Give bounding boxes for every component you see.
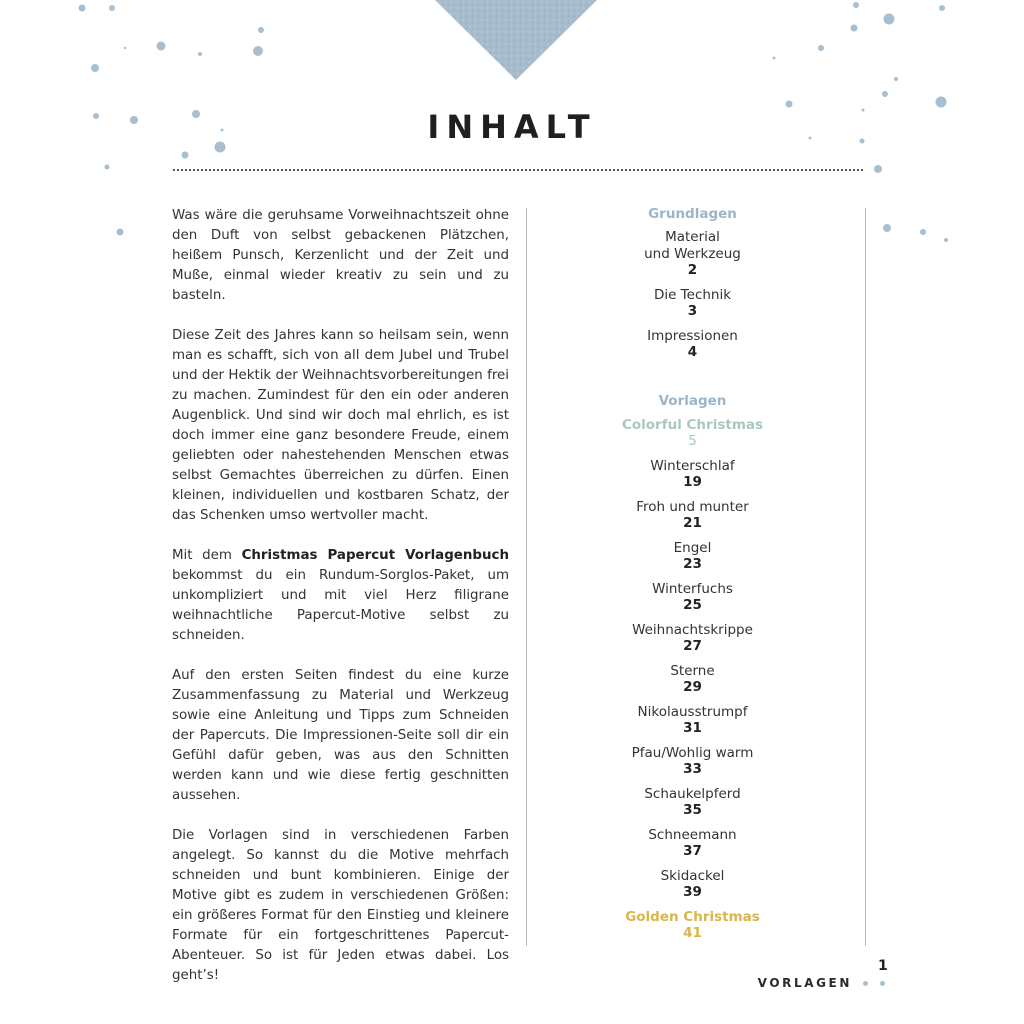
column-divider-left (526, 208, 527, 946)
toc-page-number: 5 (688, 433, 697, 449)
toc-entry (540, 287, 845, 320)
toc-entry (540, 499, 845, 532)
page-number: 1 (878, 958, 888, 974)
intro-paragraph (172, 326, 509, 526)
toc-page-number: 3 (687, 303, 698, 319)
toc-entry (540, 786, 845, 819)
toc-page-number: 31 (683, 720, 702, 736)
intro-paragraph (172, 826, 509, 986)
toc-entry-title: Pfau/Wohlig warm (631, 744, 754, 761)
footer-dot (880, 981, 885, 986)
column-divider-right (865, 208, 866, 946)
paragraph-text: Was wäre die geruhsame Vorweihnachtszeit ohne den Duft von selbst gebackenen Plätzchen, heißem Punsch, Kerzenlicht und der Zeit und Muße, einmal wieder kreativ zu sein und zu basteln. (172, 208, 509, 303)
toc-entry-title: Schaukelpferd (644, 785, 741, 802)
toc-page-number: 2 (687, 262, 698, 278)
paragraph-text: Mit dem (172, 548, 242, 563)
toc-entry-title: Nikolausstrumpf (637, 703, 748, 720)
toc-entry (540, 458, 845, 491)
toc-page-number: 19 (683, 474, 702, 490)
footer-dot (863, 981, 868, 986)
intro-paragraph (172, 666, 509, 806)
toc-entry (540, 622, 845, 655)
toc-page-number: 21 (683, 515, 702, 531)
paragraph-text: Auf den ersten Seiten findest du eine kurze Zusammenfassung zu Material und Werkzeug sowie eine Anleitung und Tipps zum Schneiden der Papercuts. Die Impressionen-Seite soll dir ein Gefühl dafür geben, was aus den Schnitten werden kann und wie diese fertig geschnitten aussehen. (172, 668, 509, 803)
toc-entry (540, 328, 845, 361)
toc-entry-title: Froh und munter (636, 498, 749, 515)
paragraph-text: Diese Zeit des Jahres kann so heilsam sein, wenn man es schafft, sich von all dem Jubel und Trubel und der Hektik der Weihnachtsvorbereitungen frei zu machen. Zumindest für den ein oder anderen Augenblick. Und sind wir doch mal ehrlich, es ist doch immer eine ganz besondere Freude, einem geliebten oder nahestehenden Menschen etwas selbst Gemachtes überreichen zu dürfen. Einen kleinen, individuellen und kostbaren Schatz, der das Schenken umso wertvoller macht. (172, 328, 509, 523)
toc-entry (540, 704, 845, 737)
toc-entry-title: Die Technik (653, 286, 732, 303)
dotted-divider (173, 169, 863, 171)
toc-page-number: 4 (687, 344, 698, 360)
toc-entry (540, 745, 845, 778)
toc-entry-title: Skidackel (660, 867, 725, 884)
toc-section-heading: Grundlagen (648, 206, 737, 222)
toc-section-heading: Vorlagen (658, 392, 727, 409)
toc-entry-title: Golden Christmas (625, 908, 760, 925)
toc-entry-title: Impressionen (647, 327, 738, 344)
toc-entry (540, 868, 845, 901)
footer-section-label: VORLAGEN (757, 976, 852, 990)
toc-entry-title: Sterne (670, 662, 715, 679)
paragraph-text: bekommst du ein Rundum-Sorglos-Paket, um unkompliziert und mit viel Herz filigrane weihnachtliche Papercut-Motive selbst zu schneiden. (172, 568, 509, 643)
toc-entry-title: Weihnachtskrippe (632, 621, 753, 638)
toc-page-number: 33 (683, 761, 702, 777)
toc-entry-title: Winterfuchs (652, 580, 733, 597)
intro-paragraph (172, 206, 509, 306)
toc-page-number: 25 (683, 597, 702, 613)
toc-page-number: 35 (683, 802, 702, 818)
toc-entry (540, 827, 845, 860)
toc-page-number: 27 (683, 638, 702, 654)
toc-page-number: 23 (683, 556, 702, 572)
toc-page-number: 41 (683, 925, 702, 941)
toc-entry-title: Material und Werkzeug (644, 229, 741, 262)
toc-entry-title: Schneemann (648, 826, 737, 843)
triangle-ornament (435, 0, 597, 80)
toc-entry-title: Colorful Christmas (621, 416, 764, 433)
book-title-bold: Christmas Papercut Vorlagenbuch (241, 548, 509, 563)
toc-entry-title: Engel (673, 539, 712, 556)
toc-page-number: 29 (683, 679, 702, 695)
toc-entry (540, 540, 845, 573)
intro-text (172, 206, 509, 1006)
toc-page-number: 39 (683, 884, 702, 900)
toc-entry (540, 229, 845, 279)
toc-entry-title: Winterschlaf (650, 457, 735, 474)
page-title: INHALT (427, 108, 597, 146)
table-of-contents (540, 205, 845, 942)
paragraph-text: Die Vorlagen sind in verschiedenen Farben angelegt. So kannst du die Motive mehrfach schneiden und bunt kombinieren. Einige der Motive gibt es zudem in verschiedenen Größen: ein größeres Format für den Einstieg und kleinere Formate für ein fortgeschrittenes Papercut-Abenteuer. So ist für Jeden etwas dabei. Los geht’s! (172, 828, 509, 983)
toc-entry (540, 663, 845, 696)
toc-entry (540, 581, 845, 614)
intro-paragraph (172, 546, 509, 646)
toc-page-number: 37 (683, 843, 702, 859)
toc-entry (540, 417, 845, 450)
toc-entry (540, 909, 845, 942)
